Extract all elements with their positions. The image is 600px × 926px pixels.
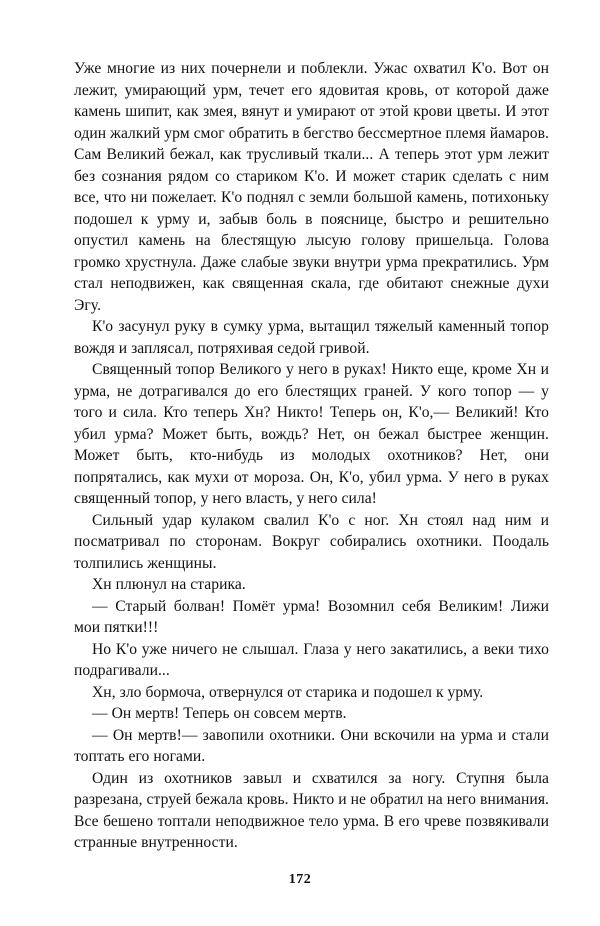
paragraph: Сильный удар кулаком свалил К'о с ног. Хн стоял над ним и посматривал по сторонам. Вокруг собирались охотники. Поодаль толпились женщины.: [74, 511, 549, 572]
paragraph: Но К'о уже ничего не слышал. Глаза у него закатились, а веки тихо подрагивали...: [74, 640, 549, 679]
paragraph: Один из охотников завыл и схватился за ногу. Ступня была разрезана, струей бежала кровь. Никто и не обратил на него внимания. Все бешено топтали неподвижное тело урма. В его чреве позвякивали странные внутренности.: [74, 769, 549, 851]
paragraph: Священный топор Великого у него в руках! Никто еще, кроме Хн и урма, не дотрагивался до его блестящих граней. У кого топор — у того и сила. Кто теперь Хн? Никто! Теперь он, К'о,— Великий! Кто убил урма? Может быть, вождь? Нет, он бежал быстрее женщин. Может быть, кто-нибудь из молодых охотников? Нет, они попрятались, как мухи от мороза. Он, К'о, убил урма. У него в руках священный топор, у него власть, у него сила!: [74, 361, 549, 507]
paragraph: — Старый болван! Помёт урма! Возомнил себя Великим! Лижи мои пятки!!!: [74, 597, 549, 636]
paragraph: Хн плюнул на старика.: [92, 576, 246, 593]
page-body-text: [74, 58, 549, 854]
paragraph: Хн, зло бормоча, отвернулся от старика и подошел к урму.: [92, 683, 484, 701]
paragraph: — Он мертв!— завопили охотники. Они вскочили на урма и стали топтать его ногами.: [74, 726, 549, 765]
paragraph: К'о засунул руку в сумку урма, вытащил тяжелый каменный топор вождя и заплясал, потряхивая седой гривой.: [74, 318, 549, 357]
paragraph: — Он мертв! Теперь он совсем мертв.: [92, 705, 347, 722]
page-number: 172: [288, 872, 312, 887]
paragraph: Уже многие из них почернели и поблекли. Ужас охватил К'о. Вот он лежит, умирающий урм, течет его ядовитая кровь, от которой даже камень шипит, как змея, вянут и умирают от этой крови цветы. И этот один жалкий урм смог обратить в бегство бессмертное племя йамаров. Сам Великий бежал, как трусливый ткали... А теперь этот урм лежит без сознания рядом со стариком К'о. И может старик сделать с ним все, что ни пожелает. К'о поднял с земли большой камень, потихоньку подошел к урму и, забыв боль в пояснице, быстро и решительно опустил камень на блестящую лысую голову пришельца. Голова громко хрустнула. Даже слабые звуки внутри урма прекратились. Урм стал неподвижен, как священная скала, где обитают снежные духи Эгу.: [74, 60, 549, 314]
